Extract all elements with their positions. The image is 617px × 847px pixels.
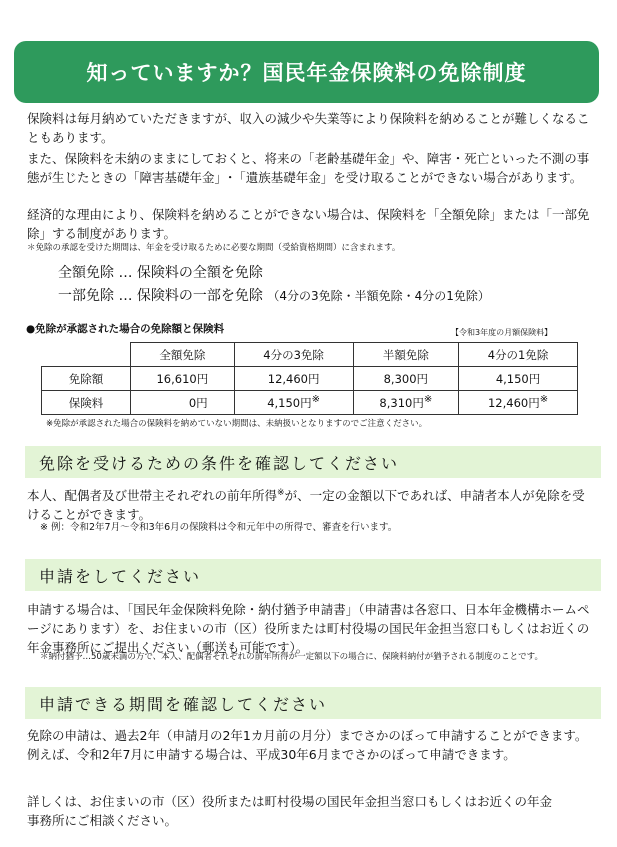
- conditions-section-header: [25, 446, 601, 478]
- cell-value: 8,310円: [379, 395, 424, 410]
- partial-exemption-label: 一部免除 … 保険料の一部を免除: [58, 288, 263, 304]
- apply-section-header: [25, 559, 601, 591]
- table-cell: 4,150円: [459, 367, 578, 391]
- conditions-example: ※ 例：令和2年7月～令和3年6月の保険料は令和元年中の所得で、審査を行います。: [40, 522, 398, 533]
- rates-table: [41, 342, 578, 415]
- conditions-heading: 免除を受けるための条件を確認してください: [39, 453, 400, 473]
- table-cell-marked: [459, 391, 578, 415]
- table-cell-marked: [353, 391, 459, 415]
- apply-heading: 申請をしてください: [39, 566, 202, 586]
- cell-value: 12,460円: [487, 395, 540, 410]
- apply-text: 申請する場合は、「国民年金保険料免除・納付猶予申請書」（申請書は各窓口、日本年金機構ホームページにあります）を、お住まいの市（区）役所または町村役場の国民年金担当窓口もしくはお近くの年金事務所にご提出ください（郵送も可能です）。: [27, 602, 590, 655]
- row-label: 保険料: [42, 391, 131, 415]
- col-header-three-quarter: 4分の3免除: [234, 343, 353, 367]
- table-section-label: ●免除が承認された場合の免除額と保険料: [26, 323, 225, 335]
- asterisk-mark: ※: [311, 393, 321, 405]
- period-heading: 申請できる期間を確認してください: [39, 694, 328, 714]
- row-label: 免除額: [42, 367, 131, 391]
- intro-paragraph-1: 保険料は毎月納めていただきますが、収入の減少や失業等により保険料を納めることが難しくなることもあります。: [27, 111, 590, 145]
- table-footnote: ※免除が承認された場合の保険料を納めていない期間は、未納扱いとなりますのでご注意ください。: [46, 419, 428, 429]
- conditions-text-before: 本人、配偶者及び世帯主それぞれの前年所得: [27, 488, 278, 503]
- table-cell-marked: [234, 391, 353, 415]
- col-header-quarter: 4分の1免除: [459, 343, 578, 367]
- page-title: 知っていますか？国民年金保険料の免除制度: [86, 61, 527, 85]
- conditions-text: [27, 486, 592, 524]
- col-header-half: 半額免除: [353, 343, 459, 367]
- conditions-text-after: が、一定の金額以下であれば、申請者本人が免除を受けることができます。: [27, 488, 585, 522]
- period-text: 免除の申請は、過去2年（申請月の2年1カ月前の月分）までさかのぼって申請することができます。例えば、令和2年7月に申請する場合は、平成30年6月までさかのぼって申請できます。: [27, 728, 588, 762]
- table-header-row: [42, 343, 578, 367]
- table-row-exempt-amount: [42, 367, 578, 391]
- partial-exemption-line: [58, 286, 490, 306]
- fiscal-year-label: 【令和3年度の月額保険料】: [451, 328, 553, 337]
- intro-paragraph-3: 経済的な理由により、保険料を納めることができない場合は、保険料を「全額免除」または「一部免除」する制度があります。: [27, 207, 590, 241]
- table-corner: [42, 343, 131, 367]
- footer-text: 詳しくは、お住まいの市（区）役所または町村役場の国民年金担当窓口もしくはお近くの年金事務所にご相談ください。: [27, 794, 553, 828]
- intro-paragraph-2: また、保険料を未納のままにしておくと、将来の「老齢基礎年金」や、障害・死亡といった不測の事態が生じたときの「障害基礎年金」･「遺族基礎年金」を受け取ることができない場合があります。: [27, 151, 590, 185]
- table-row-premium: [42, 391, 578, 415]
- table-cell: 16,610円: [131, 367, 235, 391]
- table-cell: 12,460円: [234, 367, 353, 391]
- asterisk-mark: ※: [539, 393, 549, 405]
- title-banner: [14, 41, 599, 103]
- table-cell: 0円: [131, 391, 235, 415]
- apply-note: ＊納付猶予…50歳未満の方で、本人、配偶者それぞれの前年所得が一定額以下の場合に、保険料納付が猶予される制度のことです。: [40, 652, 543, 662]
- asterisk-mark: ※: [423, 393, 433, 405]
- col-header-full: 全額免除: [131, 343, 235, 367]
- partial-exemption-detail: （4分の3免除・半額免除・4分の1免除）: [267, 289, 490, 303]
- intro-note: ＊免除の承認を受けた期間は、年金を受け取るために必要な期間（受給資格期間）に含まれます。: [27, 243, 401, 253]
- full-exemption-line: 全額免除 … 保険料の全額を免除: [58, 265, 263, 281]
- asterisk-mark: ※: [277, 487, 285, 498]
- period-section-header: [25, 687, 601, 719]
- cell-value: 4,150円: [267, 395, 312, 410]
- table-cell: 8,300円: [353, 367, 459, 391]
